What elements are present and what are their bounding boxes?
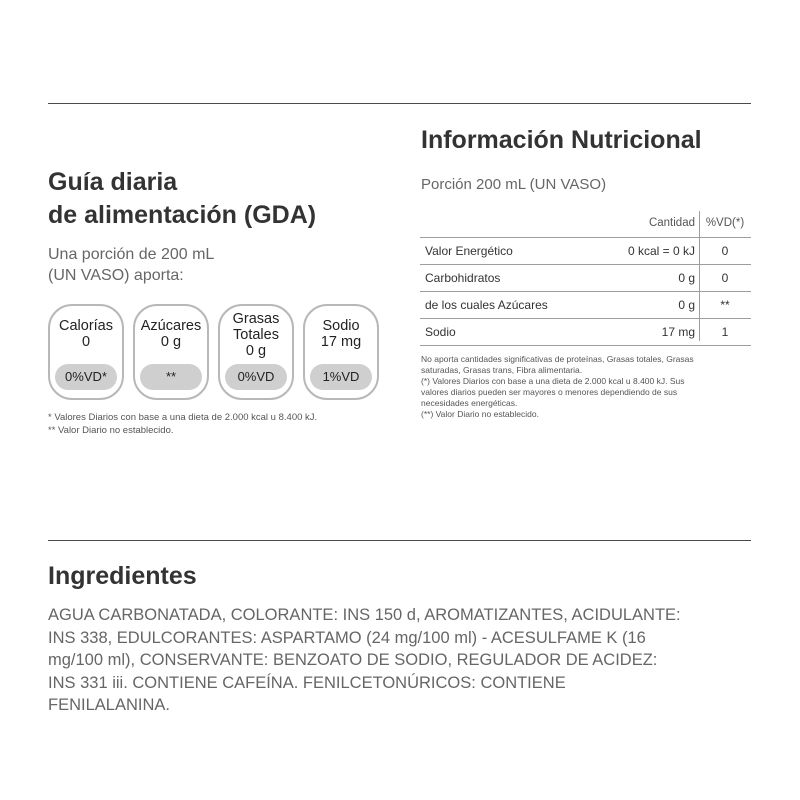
row-label: Carbohidratos <box>425 271 501 285</box>
gda-title-line: de alimentación (GDA) <box>48 201 317 229</box>
gda-card-label-line: Grasas <box>232 311 280 327</box>
row-label: de los cuales Azúcares <box>425 298 548 312</box>
nutrition-footnote: (*) Valores Diarios con base a una dieta de 2.000 kcal u 8.400 kJ. Sus <box>421 376 685 386</box>
header-vd: %VD(*) <box>705 217 745 229</box>
gda-card-label-line: 0 <box>81 334 91 350</box>
gda-subtitle <box>48 244 214 286</box>
nutrition-portion: Porción 200 mL (UN VASO) <box>421 176 607 193</box>
ingredients-text <box>48 604 753 717</box>
gda-card-vd-pill: 0%VD <box>225 364 287 390</box>
ingredients-line: INS 338, EDULCORANTES: ASPARTAMO (24 mg/100 ml) - ACESULFAME K (16 <box>48 628 646 647</box>
table-row <box>420 318 751 346</box>
row-quantity: 0 g <box>678 298 695 312</box>
gda-card-label-line: 0 g <box>160 334 182 350</box>
row-label: Valor Energético <box>425 244 513 258</box>
row-vd: 1 <box>721 325 729 339</box>
nutrition-table-header <box>420 211 751 237</box>
nutrition-footnote: No aporta cantidades significativas de proteínas, Grasas totales, Grasas <box>421 354 694 364</box>
gda-card-label <box>50 318 122 350</box>
row-vd: ** <box>720 298 730 312</box>
gda-card-label-line: Azúcares <box>140 318 202 334</box>
gda-subtitle-line: Una porción de 200 mL <box>48 246 215 263</box>
nutrition-footnote: valores diarios pueden ser mayores o menores dependiendo de sus <box>421 387 678 397</box>
row-label: Sodio <box>425 325 456 339</box>
ingredients-line: INS 331 iii. CONTIENE CAFEÍNA. FENILCETONÚRICOS: CONTIENE <box>48 673 566 692</box>
middle-divider <box>48 540 751 541</box>
gda-card-calorias <box>48 304 124 400</box>
table-row <box>420 237 751 264</box>
gda-card-azucares <box>133 304 209 400</box>
row-quantity: 0 kcal = 0 kJ <box>627 244 695 258</box>
gda-card-sodio <box>303 304 379 400</box>
nutrition-title: Información Nutricional <box>421 126 702 154</box>
nutrition-footnote: necesidades energéticas. <box>421 398 518 408</box>
nutrition-footnote: saturadas, Grasas trans, Fibra alimentaria. <box>421 365 583 375</box>
gda-card-vd-pill: 1%VD <box>310 364 372 390</box>
gda-card-label-line: 0 g <box>245 343 267 359</box>
gda-title <box>48 166 378 232</box>
ingredients-title: Ingredientes <box>48 562 197 590</box>
gda-card-label-line: Calorías <box>59 318 113 334</box>
nutrition-footnotes <box>421 354 751 420</box>
gda-subtitle-line: (UN VASO) aporta: <box>48 267 184 284</box>
gda-card-vd-pill: ** <box>140 364 202 390</box>
ingredients-line: FENILALANINA. <box>48 696 170 714</box>
nutrition-footnote: (**) Valor Diario no establecido. <box>421 409 539 419</box>
gda-card-label-line: Sodio <box>322 318 360 334</box>
table-row <box>420 291 751 318</box>
ingredients-line: AGUA CARBONATADA, COLORANTE: INS 150 d, AROMATIZANTES, ACIDULANTE: <box>48 606 681 624</box>
ingredients-line: mg/100 ml), CONSERVANTE: BENZOATO DE SODIO, REGULADOR DE ACIDEZ: <box>48 651 658 669</box>
gda-footnote: ** Valor Diario no establecido. <box>48 425 174 436</box>
gda-card-label <box>135 318 207 350</box>
top-divider <box>48 103 751 104</box>
gda-card-grasas <box>218 304 294 400</box>
gda-title-line: Guía diaria <box>48 168 178 196</box>
gda-card-label <box>220 311 292 359</box>
gda-footnotes <box>48 411 317 437</box>
row-vd: 0 <box>721 244 729 258</box>
gda-footnote: * Valores Diarios con base a una dieta de 2.000 kcal u 8.400 kJ. <box>48 412 318 423</box>
gda-card-vd-pill: 0%VD* <box>55 364 117 390</box>
header-quantity: Cantidad <box>648 217 695 229</box>
row-quantity: 0 g <box>678 271 695 285</box>
nutrition-table <box>420 211 751 346</box>
table-row <box>420 264 751 291</box>
table-column-divider <box>699 211 700 341</box>
row-quantity: 17 mg <box>661 325 695 339</box>
gda-card-label-line: 17 mg <box>320 334 362 350</box>
gda-card-label-line: Totales <box>233 327 279 343</box>
gda-card-label <box>305 318 377 350</box>
row-vd: 0 <box>721 271 729 285</box>
